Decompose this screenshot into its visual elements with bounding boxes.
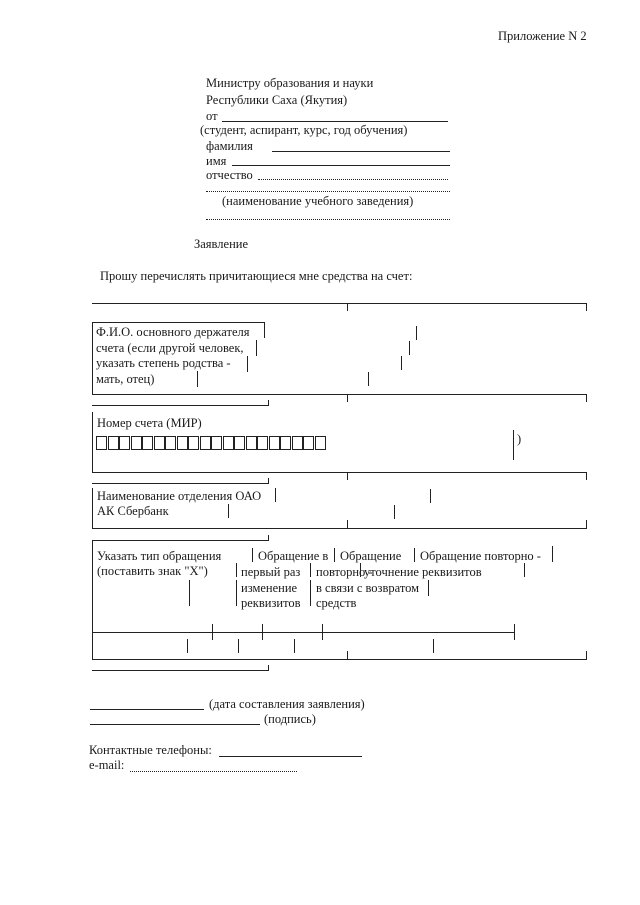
account-bottom-border [92,472,587,473]
phones-field-line[interactable] [219,756,362,757]
option-repeat-clarify-2: уточнение реквизитов [364,565,482,579]
addressee-line-2: Республики Саха (Якутия) [206,93,348,107]
holder-left-border [92,322,93,394]
option-repeat-change-2: повторно - [316,565,373,579]
branch-divider [228,504,229,518]
request-type-divider [428,580,429,596]
request-type-label-1: Указать тип обращения [97,549,222,563]
account-digit-cell[interactable] [315,436,326,450]
surname-field-line[interactable] [272,151,450,152]
account-digit-cell[interactable] [119,436,130,450]
option-repeat-change-1: Обращение [340,549,402,563]
request-type-divider [414,548,415,562]
branch-field-mark [430,489,431,503]
request-type-divider [552,546,553,562]
email-field-line[interactable] [130,771,297,772]
institution-field-line-2[interactable] [206,219,450,220]
document-title: Заявление [194,237,249,251]
table-final-border [92,670,268,671]
table-tick [322,624,323,640]
signature-field-line[interactable] [90,724,260,725]
account-digit-cell[interactable] [165,436,176,450]
from-hint: (студент, аспирант, курс, год обучения) [200,123,408,137]
request-type-divider [334,548,335,562]
request-type-divider [252,548,253,562]
holder-field-mark [401,356,402,370]
account-digit-cell[interactable] [96,436,107,450]
holder-field-mark [416,326,417,340]
account-digit-cell[interactable] [188,436,199,450]
account-digit-cell[interactable] [211,436,222,450]
option-repeat-clarify-3: в связи с возвратом [316,581,420,595]
holder-divider [256,340,257,356]
account-digit-cell[interactable] [292,436,303,450]
table-tick [586,394,587,402]
holder-divider [197,371,198,387]
phones-label: Контактные телефоны: [89,743,212,757]
patronymic-label: отчество [206,168,253,182]
email-label: e-mail: [89,758,125,772]
request-type-label-2: (поставить знак "X") [97,564,208,578]
table-tick [187,639,188,653]
option-first-time-1: Обращение в [258,549,329,563]
request-type-divider [236,580,237,606]
branch-bottom-border [92,528,587,529]
from-field-line[interactable] [222,121,448,122]
table-tick [347,394,348,402]
holder-label-3: указать степень родства - [96,356,231,370]
institution-field-line[interactable] [206,191,450,192]
request-type-divider [310,563,311,577]
request-type-divider [310,580,311,606]
request-type-divider [236,563,237,577]
table-tick [212,624,213,640]
addressee-line-1: Министру образования и науки [206,76,374,90]
account-digit-cell[interactable] [303,436,314,450]
account-digit-cell[interactable] [154,436,165,450]
table-tick [514,624,515,640]
holder-label-4: мать, отец) [96,372,155,386]
account-digit-cell[interactable] [108,436,119,450]
name-label: имя [206,154,227,168]
request-text: Прошу перечислять причитающиеся мне средства на счет: [100,269,413,283]
branch-left-border [92,488,93,528]
account-digit-cell[interactable] [280,436,291,450]
holder-field-line[interactable] [92,394,587,395]
holder-field-mark [368,372,369,386]
table-tick [268,400,269,406]
table-tick [586,303,587,311]
table-tick [586,472,587,480]
account-digit-cell[interactable] [177,436,188,450]
table-tick [262,624,263,640]
signature-label: (подпись) [264,712,316,726]
account-digit-cell[interactable] [234,436,245,450]
request-type-divider [360,563,361,577]
request-type-divider [189,580,190,606]
table-tick [268,665,269,671]
patronymic-field-line[interactable] [258,179,448,180]
request-type-left-border [92,540,93,660]
table-tick [347,303,348,311]
table-tick [238,639,239,653]
account-digit-cell[interactable] [257,436,268,450]
option-repeat-clarify-1: Обращение повторно - [420,549,541,563]
from-label: от [206,109,218,123]
option-repeat-clarify-4: средств [316,596,357,610]
branch-field-mark [394,505,395,519]
surname-label: фамилия [206,139,253,153]
account-cells-end [513,430,514,460]
table-tick [347,651,348,659]
option-repeat-change-4: реквизитов [241,596,301,610]
table-bottom-border [92,659,587,660]
holder-bottom-border [92,405,268,406]
table-tick [347,520,348,528]
account-digit-cell[interactable] [223,436,234,450]
holder-divider [247,356,248,372]
date-field-line[interactable] [90,709,204,710]
table-tick [294,639,295,653]
account-digit-cell[interactable] [142,436,153,450]
table-tick [347,472,348,480]
request-type-mark-line[interactable] [92,632,515,633]
account-digit-cell[interactable] [246,436,257,450]
holder-row-border [92,322,264,323]
table-tick [268,535,269,541]
holder-field-mark [409,341,410,355]
holder-label-2: счета (если другой человек, [96,341,244,355]
date-label: (дата составления заявления) [209,697,365,711]
account-digit-cell[interactable] [131,436,142,450]
account-digit-cell[interactable] [269,436,280,450]
branch-label-1: Наименование отделения ОАО [97,489,262,503]
name-field-line[interactable] [232,165,450,166]
institution-hint: (наименование учебного заведения) [222,194,414,208]
account-left-border [92,412,93,472]
branch-label-2: АК Сбербанк [97,504,169,518]
table-top-border [92,303,587,304]
holder-divider [264,322,265,338]
appendix-number: Приложение N 2 [498,29,587,43]
account-label: Номер счета (МИР) [97,416,202,430]
holder-label-1: Ф.И.О. основного держателя [96,325,250,339]
request-type-top-border [92,540,268,541]
table-tick [268,478,269,484]
table-tick [586,651,587,659]
table-tick [433,639,434,653]
request-type-divider [524,563,525,577]
branch-divider [275,488,276,502]
option-first-time-2: первый раз [241,565,301,579]
branch-top-border [92,483,268,484]
account-digit-cell[interactable] [200,436,211,450]
table-tick [586,520,587,528]
account-close-paren: ) [517,432,522,446]
option-repeat-change-3: изменение [241,581,298,595]
